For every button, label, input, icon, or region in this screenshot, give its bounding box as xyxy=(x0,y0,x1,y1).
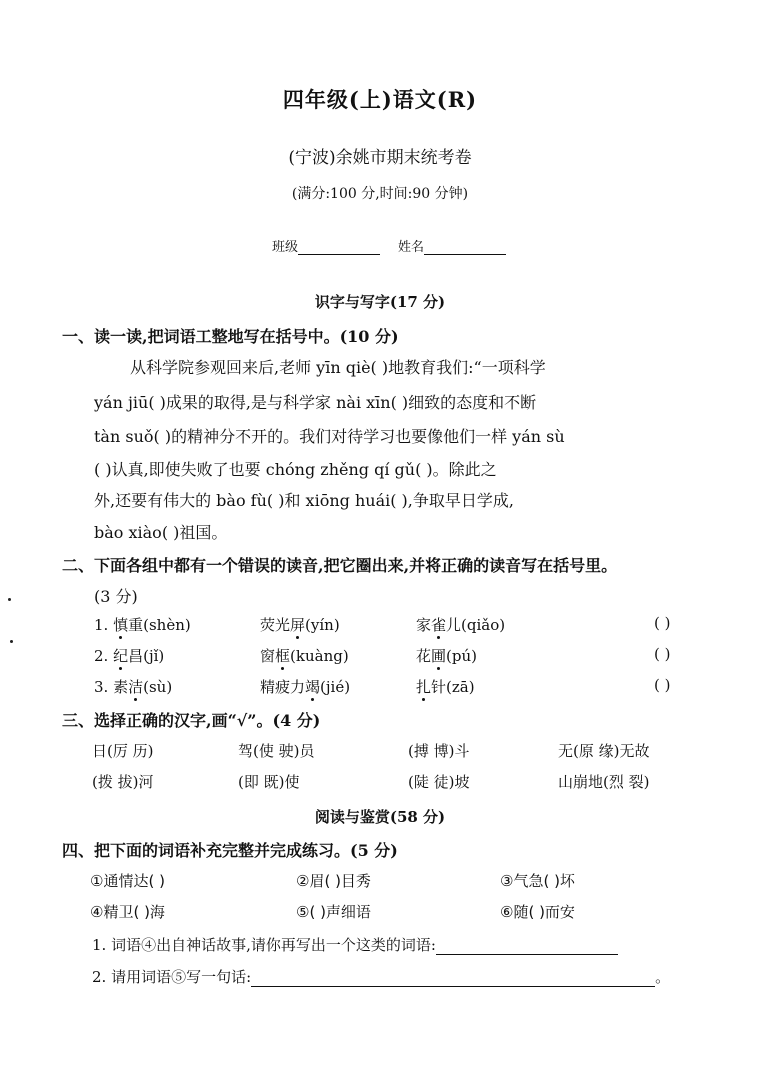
scan-speck xyxy=(8,598,11,601)
q4-sub-2-blank xyxy=(251,972,655,987)
q3-option: (搏 博)斗 xyxy=(408,742,470,760)
q3-option: 日(厉 历) xyxy=(92,742,154,760)
q4-sub-2-end: 。 xyxy=(655,968,671,986)
q4-item: ⑥随( )而安 xyxy=(500,903,575,921)
q4-item: ④精卫( )海 xyxy=(90,903,165,921)
scan-speck xyxy=(10,640,13,643)
q3-option: 驾(使 驶)员 xyxy=(238,742,315,760)
q4-sub-2 xyxy=(92,966,670,987)
class-field xyxy=(272,236,380,255)
question-3-heading: 三、选择正确的汉字,画“√”。(4 分) xyxy=(62,711,321,730)
q4-item: ③气急( )坏 xyxy=(500,872,575,890)
q3-row-2 xyxy=(92,771,732,795)
q1-line-2: yán jiū( )成果的取得,是与科学家 nài xīn( )细致的态度和不断 xyxy=(94,393,537,412)
q4-row-2 xyxy=(90,901,730,925)
exam-meta: (满分:100 分,时间:90 分钟) xyxy=(291,186,469,202)
section-heading-reading: 阅读与鉴赏(58 分) xyxy=(314,808,446,826)
q4-item: ②眉( )目秀 xyxy=(296,872,371,890)
page-title: 四年级(上)语文(R) xyxy=(282,87,478,112)
q4-row-1 xyxy=(90,870,730,894)
q3-option: (陡 徒)坡 xyxy=(408,773,470,791)
q2-row-2-answer: ( ) xyxy=(654,645,671,663)
q2-row-3-answer: ( ) xyxy=(654,676,671,694)
question-4-heading: 四、把下面的词语补充完整并完成练习。(5 分) xyxy=(62,841,398,860)
q4-sub-1-blank xyxy=(436,940,618,955)
q2-row-2-item-a: 2. 纪昌(jǐ) xyxy=(94,647,165,665)
q2-row-1-item-b: 荧光屏(yín) xyxy=(260,616,340,634)
q1-line-3: tàn suǒ( )的精神分不开的。我们对待学习也要像他们一样 yán sù xyxy=(94,427,565,446)
q4-sub-1-prompt: 1. 词语④出自神话故事,请你再写出一个这类的词语: xyxy=(92,936,436,954)
q2-row-3 xyxy=(94,676,734,700)
q3-option: 无(原 缘)无故 xyxy=(558,742,650,760)
q2-row-1-item-c: 家雀儿(qiǎo) xyxy=(416,616,506,634)
q2-row-1 xyxy=(94,614,734,638)
q2-row-1-item-a: 1. 慎重(shèn) xyxy=(94,616,191,634)
exam-subtitle: (宁波)余姚市期末统考卷 xyxy=(288,148,472,168)
q3-option: 山崩地(烈 裂) xyxy=(558,773,650,791)
section-heading-literacy: 识字与写字(17 分) xyxy=(314,293,446,311)
q3-option: (即 既)使 xyxy=(238,773,300,791)
q4-sub-2-prompt: 2. 请用词语⑤写一句话: xyxy=(92,968,252,986)
q2-row-2-item-c: 花圃(pú) xyxy=(416,647,477,665)
q4-item: ①通情达( ) xyxy=(90,872,165,890)
question-1-heading: 一、读一读,把词语工整地写在括号中。(10 分) xyxy=(62,327,399,346)
q2-row-1-answer: ( ) xyxy=(654,614,671,632)
class-label: 班级 xyxy=(272,240,299,255)
question-2-heading: 二、下面各组中都有一个错误的读音,把它圈出来,并将正确的读音写在括号里。 xyxy=(62,556,618,575)
question-2-score: (3 分) xyxy=(94,587,138,606)
name-blank xyxy=(424,240,506,255)
q1-line-6: bào xiào( )祖国。 xyxy=(94,523,228,542)
q2-row-2 xyxy=(94,645,734,669)
q2-row-3-item-b: 精疲力竭(jié) xyxy=(260,678,351,696)
q1-line-1: 从科学院参观回来后,老师 yīn qiè( )地教育我们:“一项科学 xyxy=(130,358,546,377)
q1-line-5: 外,还要有伟大的 bào fù( )和 xiōng huái( ),争取早日学成, xyxy=(94,491,514,510)
q2-row-2-item-b: 窗框(kuàng) xyxy=(260,647,349,665)
q2-row-3-item-a: 3. 素洁(sù) xyxy=(94,678,173,696)
q3-option: (拨 拔)河 xyxy=(92,773,154,791)
q1-line-4: ( )认真,即使失败了也要 chóng zhěng qí gǔ( )。除此之 xyxy=(94,460,497,479)
q4-sub-1 xyxy=(92,934,618,955)
name-label: 姓名 xyxy=(398,240,425,255)
q4-item: ⑤( )声细语 xyxy=(296,903,371,921)
name-field xyxy=(398,236,506,255)
q2-row-3-item-c: 扎针(zā) xyxy=(416,678,475,696)
class-blank xyxy=(298,240,380,255)
q3-row-1 xyxy=(92,740,732,764)
